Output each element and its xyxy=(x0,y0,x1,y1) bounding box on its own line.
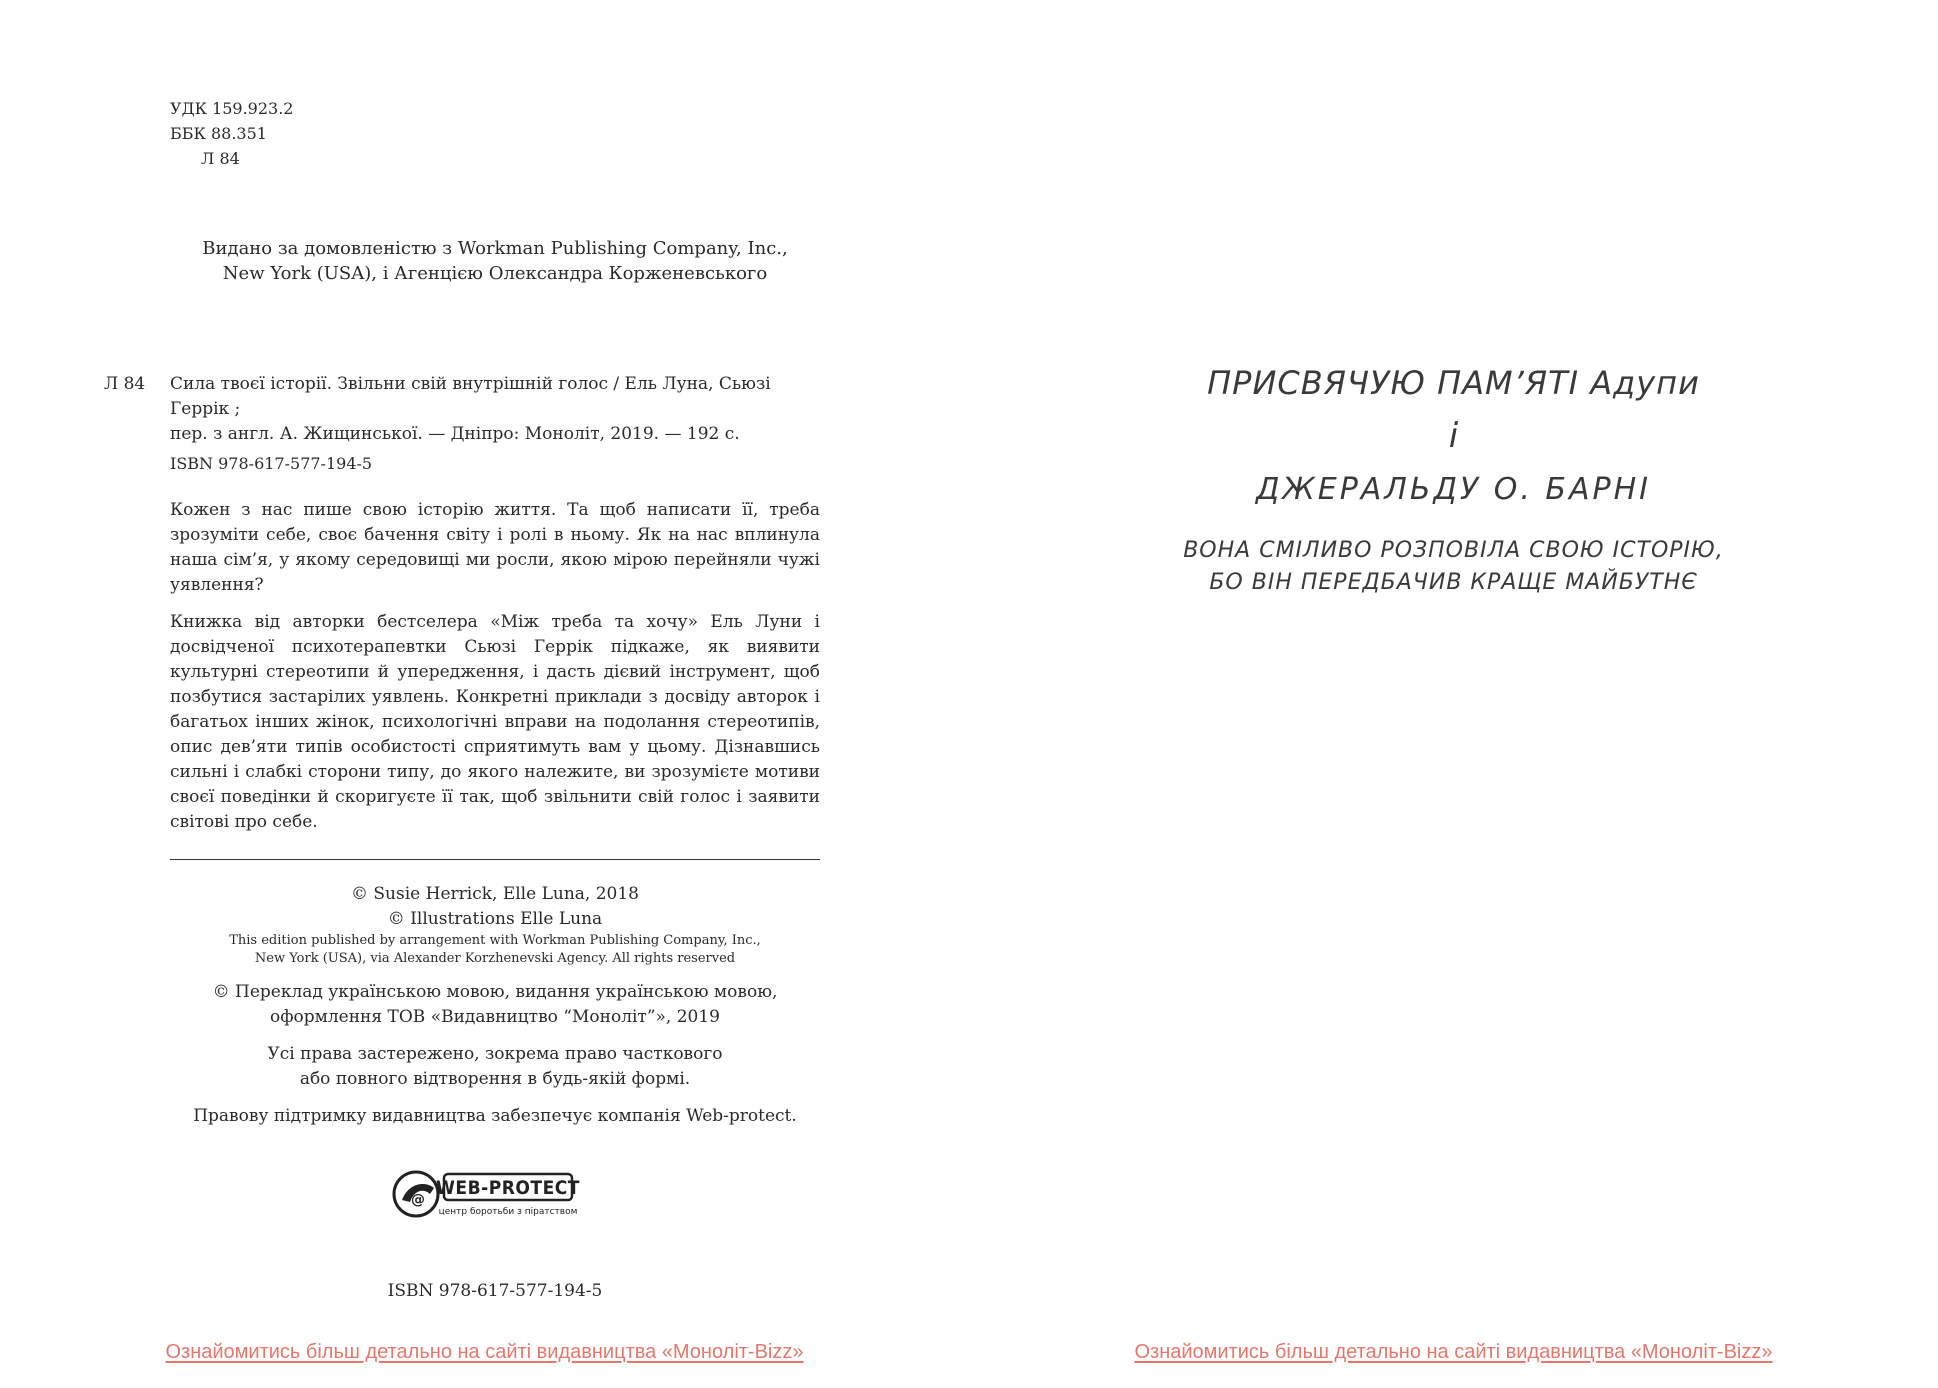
publisher-site-link-left[interactable]: Ознайомитись більш детально на сайті видавництва «Моноліт-Bizz» xyxy=(165,1341,804,1363)
annotation-paragraph-2: Книжка від авторки бестселера «Між треба та хочу» Ель Луни і досвідченої психотерапевтки Сьюзі Геррік підкаже, як виявити культурні стереотипи й упередження, і дасть дієвий інструмент, щоб позбутися застарілих уявлень. Конкретні приклади з досвіду авторок і багатьох інших жінок, психологічні вправи на подолання стереотипів, опис дев’яти типів особистості сприятимуть вам у цьому. Дізнавшись сильні і слабкі сторони типу, до якого належите, ви зрозумієте мотиви своєї поведінки й скоригуєте її так, щоб звільнити свій голос і заявити світові про себе. xyxy=(170,612,820,832)
web-protect-logo-icon xyxy=(390,1166,580,1222)
catalog-codes xyxy=(170,96,293,171)
right-page xyxy=(969,0,1938,1388)
publishing-arrangement xyxy=(170,236,820,286)
logo-tagline-text: центр боротьби з піратством xyxy=(438,1207,578,1217)
dedication-line-3: ВОНА СМІЛИВО РОЗПОВІЛА СВОЮ ІСТОРІЮ, xyxy=(1183,538,1724,563)
svg-text:@: @ xyxy=(411,1192,425,1208)
translation-copyright-line-1: © Переклад українською мовою, видання українською мовою, xyxy=(212,982,778,1002)
arrangement-line-2: New York (USA), і Агенцією Олександра Корженевського xyxy=(222,263,768,284)
logo-name-text: WEB-PROTECT xyxy=(436,1177,580,1199)
isbn-top: ISBN 978-617-577-194-5 xyxy=(170,454,373,473)
bibliographic-line-2: пер. з англ. А. Жищинської. — Дніпро: Моноліт, 2019. — 192 с. xyxy=(170,424,740,444)
divider-rule xyxy=(170,859,820,860)
arrangement-line-1: Видано за домовленістю з Workman Publishing Company, Inc., xyxy=(202,238,788,259)
edition-note-line-2: New York (USA), via Alexander Korzhenevski Agency. All rights reserved xyxy=(254,951,736,966)
copyright-authors: © Susie Herrick, Elle Luna, 2018 xyxy=(351,884,639,904)
author-mark: Л 84 xyxy=(201,149,240,168)
rights-reserved-line-1: Усі права застережено, зокрема право часткового xyxy=(267,1044,723,1064)
bibliographic-record xyxy=(170,372,820,447)
bibliographic-line-1: Сила твоєї історії. Звільни свій внутрішній голос / Ель Луна, Сьюзі Геррік ; xyxy=(170,374,771,419)
copyright-block xyxy=(170,882,820,1129)
web-protect-logo xyxy=(390,1166,580,1222)
annotation xyxy=(170,498,820,847)
copyright-illustrations: © Illustrations Elle Luna xyxy=(387,909,603,929)
dedication-and: і xyxy=(1448,416,1459,456)
udk-code: УДК 159.923.2 xyxy=(170,99,294,118)
publisher-site-link-right[interactable]: Ознайомитись більш детально на сайті видавництва «Моноліт-Bizz» xyxy=(1134,1341,1773,1363)
bibliographic-code: Л 84 xyxy=(104,374,146,394)
dedication-line-1: ПРИСВЯЧУЮ ПАМ’ЯТІ Адупи xyxy=(1207,364,1700,402)
isbn-bottom: ISBN 978-617-577-194-5 xyxy=(387,1281,603,1301)
annotation-paragraph-1: Кожен з нас пише свою історію життя. Та щоб написати її, треба зрозуміти себе, своє бачення світу і ролі в ньому. Як на нас вплинула наша сім’я, у якому середовищі ми росли, якою мірою перейняли чужі уявлення? xyxy=(170,500,820,595)
edition-note-line-1: This edition published by arrangement with Workman Publishing Company, Inc., xyxy=(229,933,761,948)
bbk-code: ББК 88.351 xyxy=(170,124,267,143)
rights-reserved-line-2: або повного відтворення в будь-якій формі. xyxy=(299,1069,691,1089)
translation-copyright-line-2: оформлення ТОВ «Видавництво “Моноліт”», 2019 xyxy=(269,1007,720,1027)
dedication-line-4: БО ВІН ПЕРЕДБАЧИВ КРАЩЕ МАЙБУТНЄ xyxy=(1209,570,1698,595)
dedication-line-2: ДЖЕРАЛЬДУ О. БАРНІ xyxy=(1255,472,1651,507)
legal-support-note: Правову підтримку видавництва забезпечує компанія Web-protect. xyxy=(193,1106,797,1126)
